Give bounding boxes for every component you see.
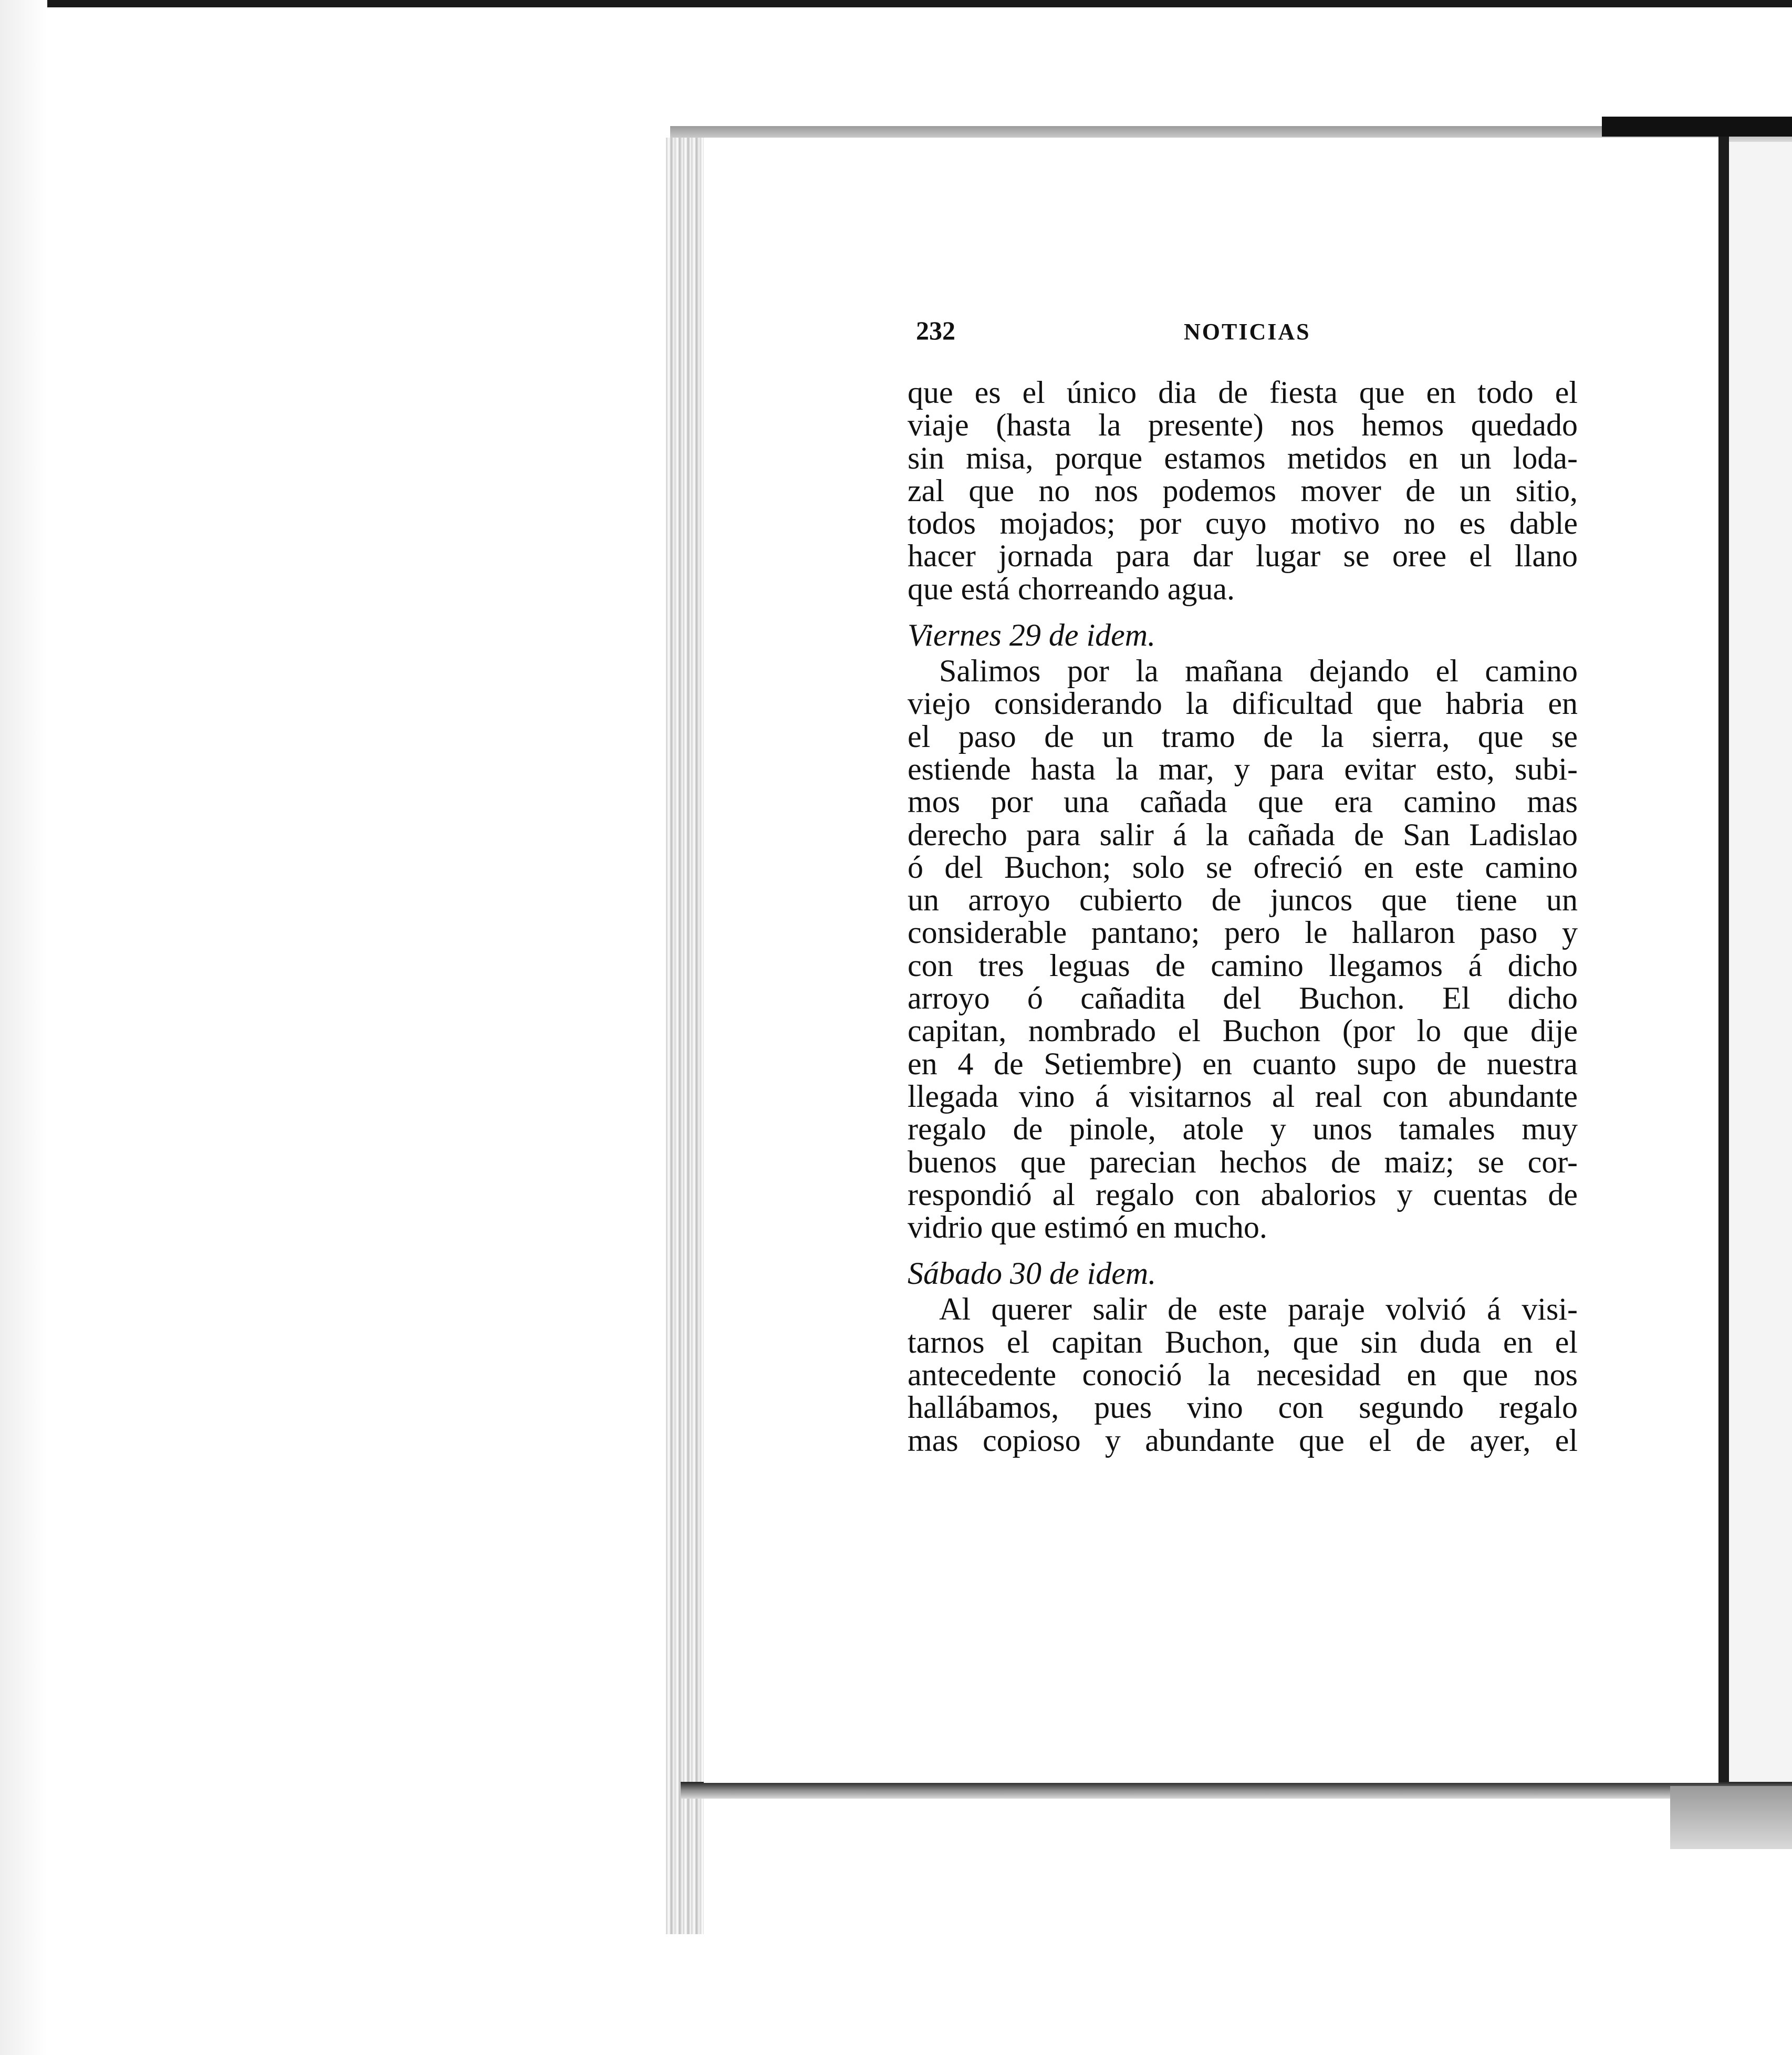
text-block xyxy=(908,376,1578,1457)
text-line: mos por una cañada que era camino mas xyxy=(908,784,1578,819)
text-line: en 4 de Setiembre) en cuanto supo de nuestra xyxy=(908,1046,1578,1081)
book-cover-edge xyxy=(1602,117,1792,137)
text-line: con tres leguas de camino llegamos á dicho xyxy=(908,948,1578,983)
text-line: estiende hasta la mar, y para evitar esto, subi- xyxy=(908,751,1578,786)
text-line: arroyo ó cañadita del Buchon. El dicho xyxy=(908,981,1578,1016)
text-line: ó del Buchon; solo se ofreció en este camino xyxy=(908,849,1578,885)
scan-background xyxy=(0,0,47,2055)
text-line: regalo de pinole, atole y unos tamales muy xyxy=(908,1112,1578,1147)
text-line: que está chorreando agua. xyxy=(908,571,1235,606)
paragraph-3 xyxy=(908,1293,1578,1456)
running-title: NOTICIAS xyxy=(1184,319,1311,345)
facing-page-edge xyxy=(1729,142,1792,1783)
text-line: buenos que parecian hechos de maiz; se cor- xyxy=(908,1144,1578,1179)
text-line: antecedente conoció la necesidad en que nos xyxy=(908,1357,1578,1393)
text-line: sin misa, porque estamos metidos en un loda- xyxy=(908,440,1578,475)
text-line: viejo considerando la dificultad que habria en xyxy=(908,686,1578,721)
text-line: hacer jornada para dar lugar se oree el llano xyxy=(908,538,1578,574)
text-line: Al querer salir de este paraje volvió á visi- xyxy=(939,1292,1578,1327)
paragraph-1 xyxy=(908,376,1578,605)
page-header xyxy=(916,315,1315,357)
text-line: que es el único dia de fiesta que en todo el xyxy=(908,375,1578,410)
paragraph-2 xyxy=(908,655,1578,1243)
text-line: llegada vino á visitarnos al real con abundante xyxy=(908,1078,1578,1114)
text-line: Salimos por la mañana dejando el camino xyxy=(939,653,1578,689)
text-line: capitan, nombrado el Buchon (por lo que dije xyxy=(908,1013,1578,1049)
text-line: tarnos el capitan Buchon, que sin duda en el xyxy=(908,1324,1578,1359)
text-line: mas copioso y abundante que el de ayer, el xyxy=(908,1423,1578,1458)
page-stack-edge xyxy=(666,138,704,1934)
text-line: viaje (hasta la presente) nos hemos quedado xyxy=(908,408,1578,443)
text-line: respondió al regalo con abalorios y cuentas de xyxy=(908,1177,1578,1212)
book-bottom-edge xyxy=(681,1782,1792,1799)
text-line: todos mojados; por cuyo motivo no es dable xyxy=(908,506,1578,541)
book-corner-shadow xyxy=(1670,1786,1792,1849)
scan-top-edge xyxy=(0,0,1792,7)
date-heading-viernes: Viernes 29 de idem. xyxy=(908,618,1156,653)
text-line: el paso de un tramo de la sierra, que se xyxy=(908,719,1578,754)
text-line: considerable pantano; pero le hallaron paso y xyxy=(908,915,1578,950)
text-line: zal que no nos podemos mover de un sitio, xyxy=(908,473,1578,508)
text-line: hallábamos, pues vino con segundo regalo xyxy=(908,1390,1578,1425)
page-number: 232 xyxy=(916,316,955,345)
text-line: vidrio que estimó en mucho. xyxy=(908,1210,1267,1245)
date-heading-sabado: Sábado 30 de idem. xyxy=(908,1256,1157,1291)
text-line: derecho para salir á la cañada de San Ladislao xyxy=(908,817,1578,852)
text-line: un arroyo cubierto de juncos que tiene un xyxy=(908,883,1578,918)
book-spine-gutter xyxy=(1718,137,1729,1784)
